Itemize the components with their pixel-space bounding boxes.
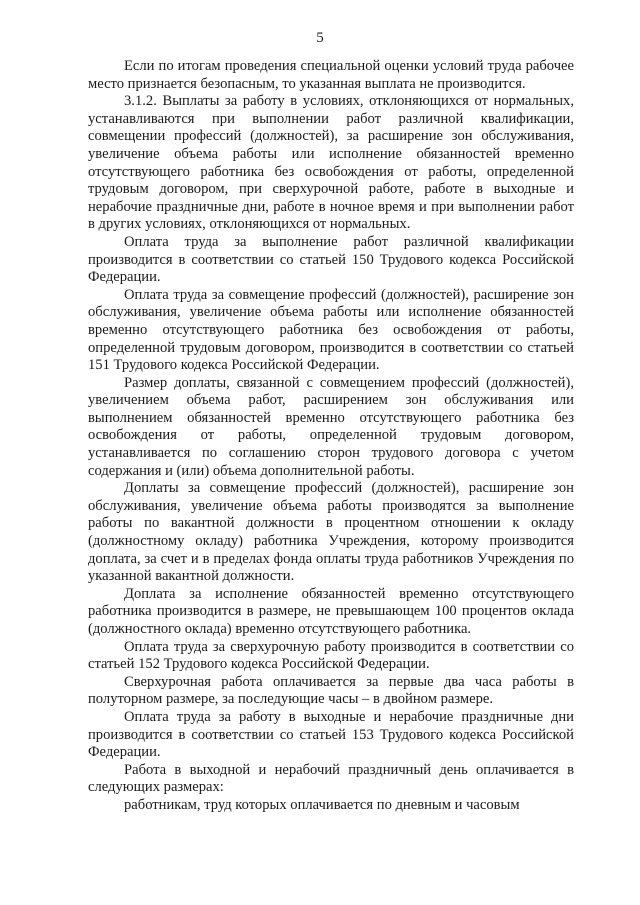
paragraph-4: Оплата труда за совмещение профессий (должностей), расширение зон обслуживания, увеличение объема работы или исполнение обязанностей временно отсутствующего работника без освобождения от работы, определенной трудовым договором, производится в соответствии со статьей 151 Трудового кодекса Российской Федерации. — [88, 286, 574, 374]
document-body — [88, 58, 574, 815]
paragraph-5: Размер доплаты, связанной с совмещением профессий (должностей), увеличением объема работ, расширением зон обслуживания или выполнением обязанностей временно отсутствующего работника без освобождения от работы, определенной трудовым договором, устанавливается по соглашению сторон трудового договора с учетом содержания и (или) объема дополнительной работы. — [88, 374, 574, 479]
page-number: 5 — [316, 30, 324, 46]
paragraph-1: Если по итогам проведения специальной оценки условий труда рабочее место признается безопасным, то указанная выплата не производится. — [88, 58, 574, 92]
paragraph-7: Доплата за исполнение обязанностей временно отсутствующего работника производится в размере, не превышающем 100 процентов оклада (должностного оклада) временно отсутствующего работника. — [88, 585, 574, 637]
paragraph-9: Сверхурочная работа оплачивается за первые два часа работы в полуторном размере, за последующие часы – в двойном размере. — [88, 673, 574, 708]
paragraph-6: Доплаты за совмещение профессий (должностей), расширение зон обслуживания, увеличение объема работы производятся за выполнение работы по вакантной должности в процентном отношении к окладу (должностному окладу) работника Учреждения, которому производится доплата, за счет и в пределах фонда оплаты труда работников Учреждения по указанной вакантной должности. — [88, 480, 574, 585]
paragraph-11: Работа в выходной и нерабочий праздничный день оплачивается в следующих размерах: — [88, 761, 574, 796]
paragraph-2: 3.1.2. Выплаты за работу в условиях, отклоняющихся от нормальных, устанавливаются при выполнении работ различной квалификации, совмещении профессий (должностей), за расширение зон обслуживания, увеличение объема работы или исполнение обязанностей временно отсутствующего работника без освобождения от работы, определенной трудовым договором, при сверхурочной работе, работе в выходные и нерабочие праздничные дни, работе в ночное время и при выполнении работ в других условиях, отклоняющихся от нормальных. — [88, 93, 574, 233]
paragraph-12: работникам, труд которых оплачивается по дневным и часовым — [124, 796, 520, 813]
paragraph-10: Оплата труда за работу в выходные и нерабочие праздничные дни производится в соответствии со статьей 153 Трудового кодекса Российской Федерации. — [88, 708, 574, 761]
paragraph-8: Оплата труда за сверхурочную работу производится в соответствии со статьей 152 Трудового кодекса Российской Федерации. — [88, 638, 574, 673]
paragraph-3: Оплата труда за выполнение работ различной квалификации производится в соответствии со статьей 150 Трудового кодекса Российской Федерации. — [88, 233, 574, 286]
